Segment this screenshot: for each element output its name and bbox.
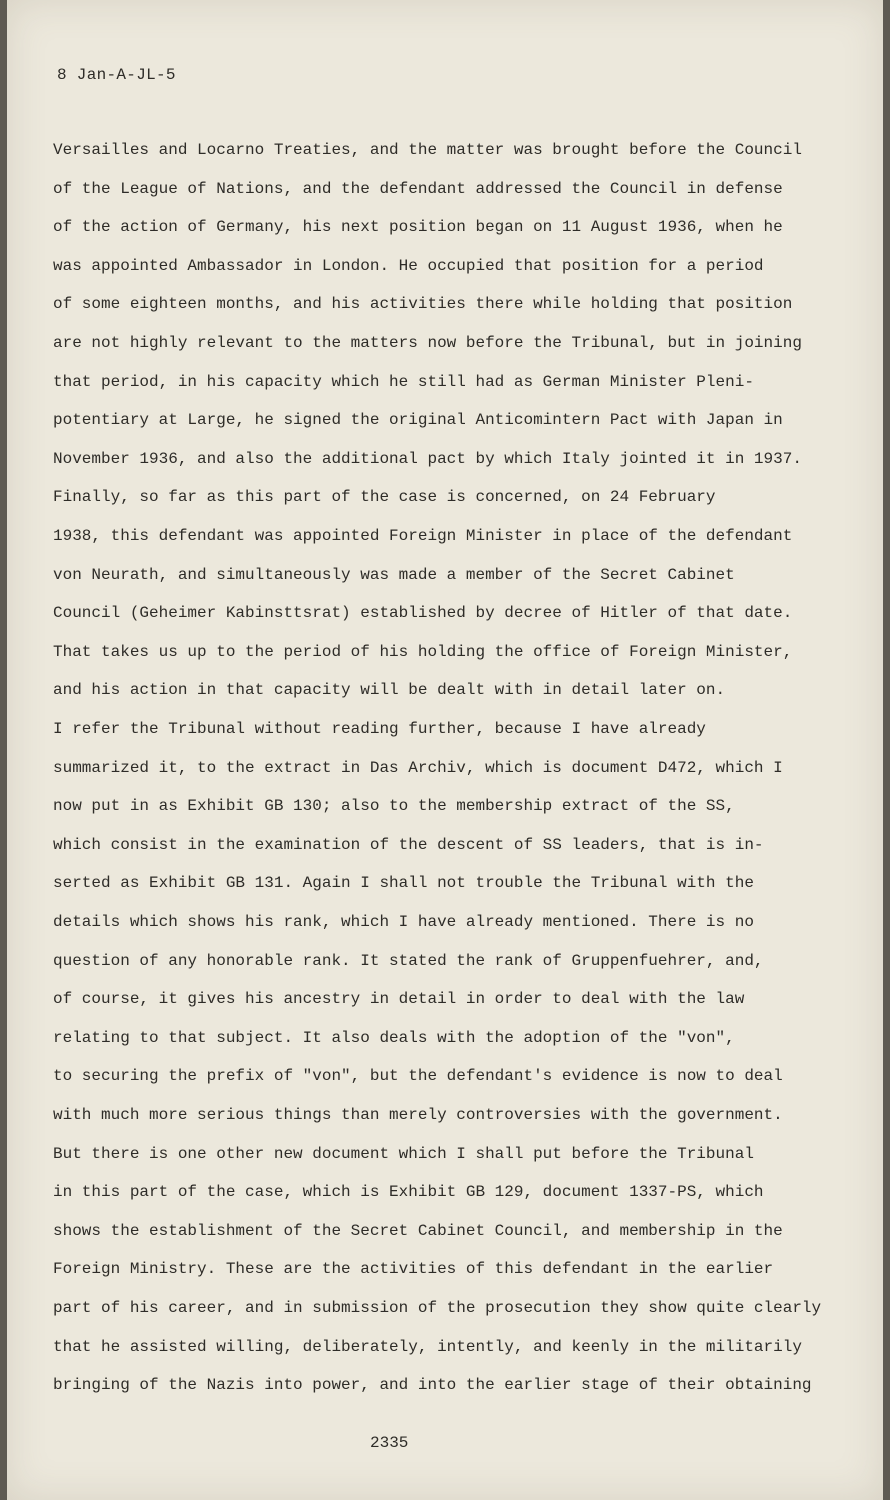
text-line: of some eighteen months, and his activities there while holding that position [53,295,793,314]
text-line: of the action of Germany, his next position began on 11 August 1936, when he [53,218,783,237]
text-line: that period, in his capacity which he still had as German Minister Pleni- [53,372,754,391]
text-line: to securing the prefix of "von", but the defendant's evidence is now to deal [53,1067,783,1086]
text-line: in this part of the case, which is Exhibit GB 129, document 1337-PS, which [53,1183,764,1202]
text-line: Foreign Ministry. These are the activities of this defendant in the earlier [53,1260,774,1279]
text-line: bringing of the Nazis into power, and into the earlier stage of their obtaining [53,1376,812,1395]
text-line: November 1936, and also the additional pact by which Italy jointed it in 1937. [53,449,802,468]
text-line: that he assisted willing, deliberately, intently, and keenly in the militarily [53,1337,802,1356]
text-line: question of any honorable rank. It stated the rank of Gruppenfuehrer, and, [53,951,764,970]
text-line: of course, it gives his ancestry in detail in order to deal with the law [53,990,745,1009]
text-line: are not highly relevant to the matters now before the Tribunal, but in joining [53,334,802,352]
text-line: was appointed Ambassador in London. He occupied that position for a period [53,256,764,275]
text-line: shows the establishment of the Secret Cabinet Council, and membership in the [53,1221,783,1240]
text-line: That takes us up to the period of his holding the office of Foreign Minister, [53,642,793,661]
text-line: Council (Geheimer Kabinsttsrat) established by decree of Hitler of that date. [53,604,793,623]
text-line: summarized it, to the extract in Das Archiv, which is document D472, which I [53,758,783,777]
text-line: relating to that subject. It also deals with the adoption of the "von", [53,1028,735,1047]
page-number: 2335 [370,1434,409,1452]
text-line: and his action in that capacity will be dealt with in detail later on. [53,681,726,700]
text-line: von Neurath, and simultaneously was made a member of the Secret Cabinet [53,565,735,584]
text-line: Finally, so far as this part of the case is concerned, on 24 February [53,488,716,507]
text-line: But there is one other new document which I shall put before the Tribunal [53,1144,754,1163]
text-line: part of his career, and in submission of the prosecution they show quite clearly [53,1299,822,1317]
text-line: which consist in the examination of the descent of SS leaders, that is in- [53,835,764,854]
text-line: details which shows his rank, which I have already mentioned. There is no [53,913,754,931]
text-line: 1938, this defendant was appointed Foreign Minister in place of the defendant [53,527,793,545]
text-line: I refer the Tribunal without reading further, because I have already [53,720,706,738]
text-line: serted as Exhibit GB 131. Again I shall not trouble the Tribunal with the [53,874,754,893]
text-line: with much more serious things than merely controversies with the government. [53,1106,783,1124]
text-line: of the League of Nations, and the defendant addressed the Council in defense [53,179,783,198]
text-line: Versailles and Locarno Treaties, and the matter was brought before the Council [53,141,802,159]
text-line: now put in as Exhibit GB 130; also to the membership extract of the SS, [53,797,735,816]
text-line: potentiary at Large, he signed the original Anticomintern Pact with Japan in [53,411,783,430]
page-reference-header: 8 Jan-A-JL-5 [57,66,176,84]
document-page [7,0,883,1500]
